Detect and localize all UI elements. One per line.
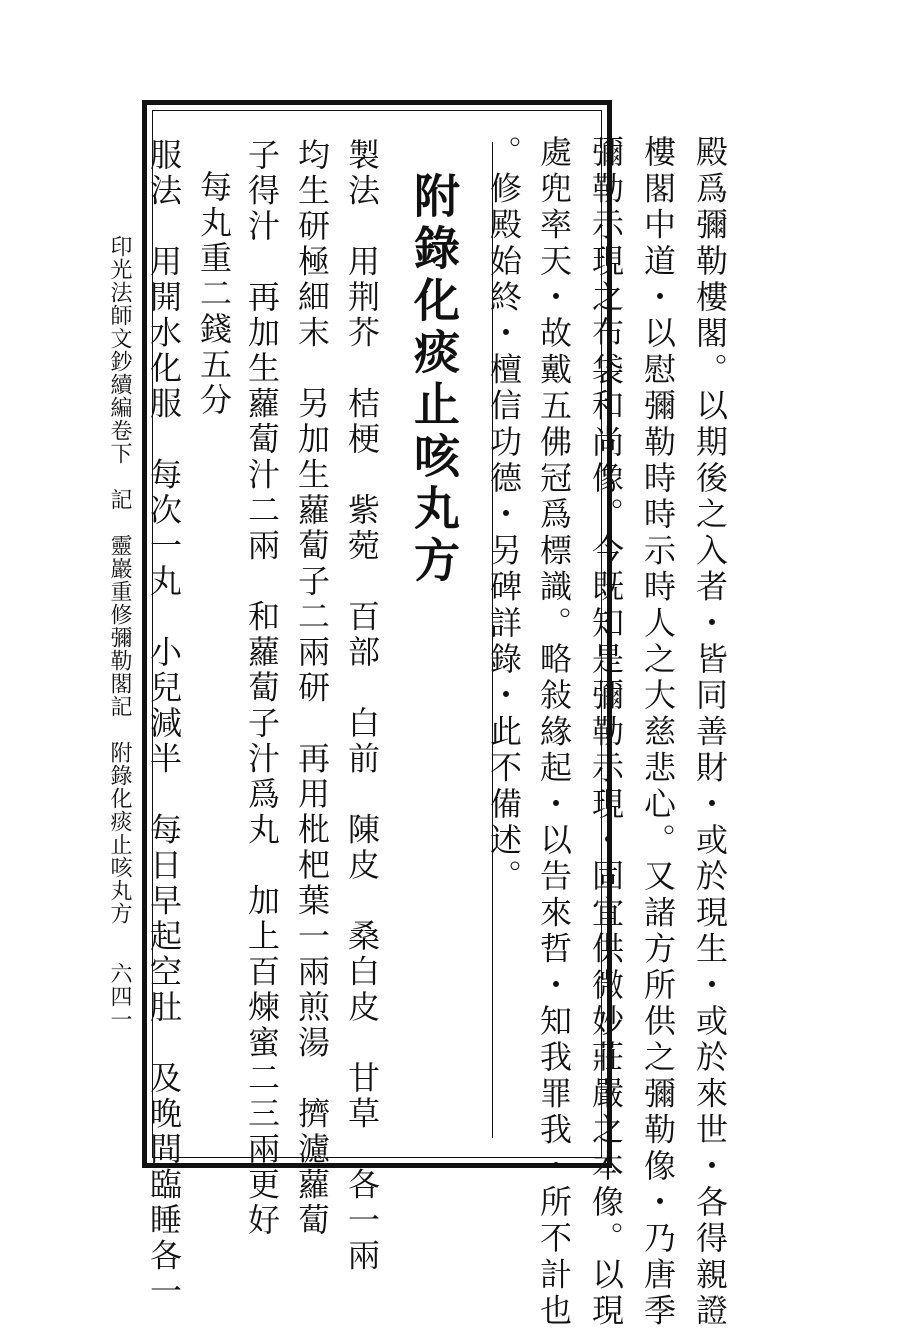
appendix-heading: 附錄化痰止咳丸方: [407, 172, 461, 588]
recipe-column-4: 每丸重二錢五分: [195, 170, 233, 419]
recipe-column-1: 製法 用荆芥 桔梗 紫菀 百部 白前 陳皮 桑白皮 甘草 各一兩: [343, 138, 381, 1274]
page-number: 六四一: [107, 962, 132, 1031]
body-text-column-5: 。修殿始終・檀信功德・另碑詳錄・此不備述。: [485, 135, 523, 896]
recipe-column-5: 服法 用開水化服 每次一丸 小兒減半 每日早起空肚 及晚間臨睡各一: [145, 138, 183, 1310]
body-text-column-2: 樓閣中道・以慰彌勒時時示時人之大慈悲心。又諸方所供之彌勒像・乃唐季: [639, 135, 677, 1330]
recipe-column-2: 均生研極細末 另加生蘿蔔子二兩研 再用枇杷葉一兩煎湯 擠濾蘿蔔: [293, 138, 331, 1239]
recipe-column-3: 子得汁 再加生蘿蔔汁二兩 和蘿蔔子汁爲丸 加上百煉蜜二三兩更好: [243, 138, 281, 1239]
body-text-column-1: 殿爲彌勒樓閣。以期後之入者・皆同善財・或於現生・或於來世・各得親證: [691, 135, 729, 1330]
running-title: 印光法師文鈔續編卷下 記 靈巖重修彌勒閣記 附錄化痰止咳丸方: [107, 235, 132, 925]
body-text-column-4: 處兜率天・故戴五佛冠爲標識。略敍緣起・以告來哲・知我罪我・所不計也: [535, 135, 573, 1330]
body-text-column-3: 彌勒示現之布袋和尚像。今既知是彌勒示現・固宜供微妙莊嚴之本像。以現: [587, 135, 625, 1330]
